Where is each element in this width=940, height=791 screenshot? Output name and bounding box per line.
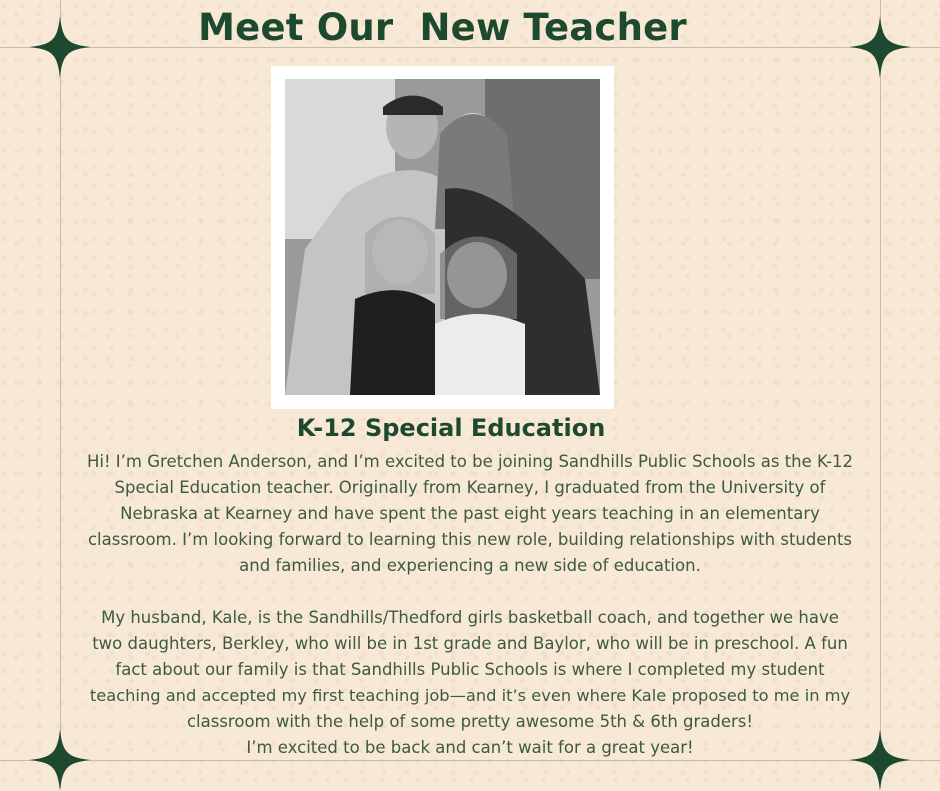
bio-paragraph-2	[85, 605, 855, 761]
sparkle-star-icon	[29, 729, 91, 791]
text-line: classroom with the help of some pretty awesome 5th & 6th graders!	[186, 712, 754, 731]
text-line: teaching and accepted my first teaching job—and it’s even where Kale proposed to me in my	[89, 686, 851, 705]
sparkle-star-icon	[849, 729, 911, 791]
bio-text	[85, 449, 855, 761]
role-subtitle: K-12 Special Education	[296, 414, 606, 442]
text-line: two daughters, Berkley, who will be in 1st grade and Baylor, who will be in preschool. A fun	[92, 634, 848, 653]
right-border-line	[880, 0, 881, 788]
text-line: and families, and experiencing a new side of education.	[239, 556, 701, 575]
text-line: I’m excited to be back and can’t wait for a great year!	[246, 738, 694, 757]
left-border-line	[60, 0, 61, 788]
family-photo-illustration	[285, 79, 600, 395]
page-title: Meet Our New Teacher	[198, 6, 687, 49]
text-line: classroom. I’m looking forward to learning this new role, building relationships with students	[87, 530, 853, 549]
family-photo	[285, 79, 600, 395]
photo-frame	[271, 66, 614, 409]
text-line: Hi! I’m Gretchen Anderson, and I’m excited to be joining Sandhills Public Schools as the K-12	[86, 452, 854, 471]
text-line: Special Education teacher. Originally from Kearney, I graduated from the University of	[114, 478, 826, 497]
text-line: Nebraska at Kearney and have spent the past eight years teaching in an elementary	[120, 504, 820, 523]
bio-paragraph-1	[85, 449, 855, 579]
text-line: fact about our family is that Sandhills Public Schools is where I completed my student	[115, 660, 825, 679]
text-line: My husband, Kale, is the Sandhills/Thedford girls basketball coach, and together we have	[101, 608, 839, 627]
